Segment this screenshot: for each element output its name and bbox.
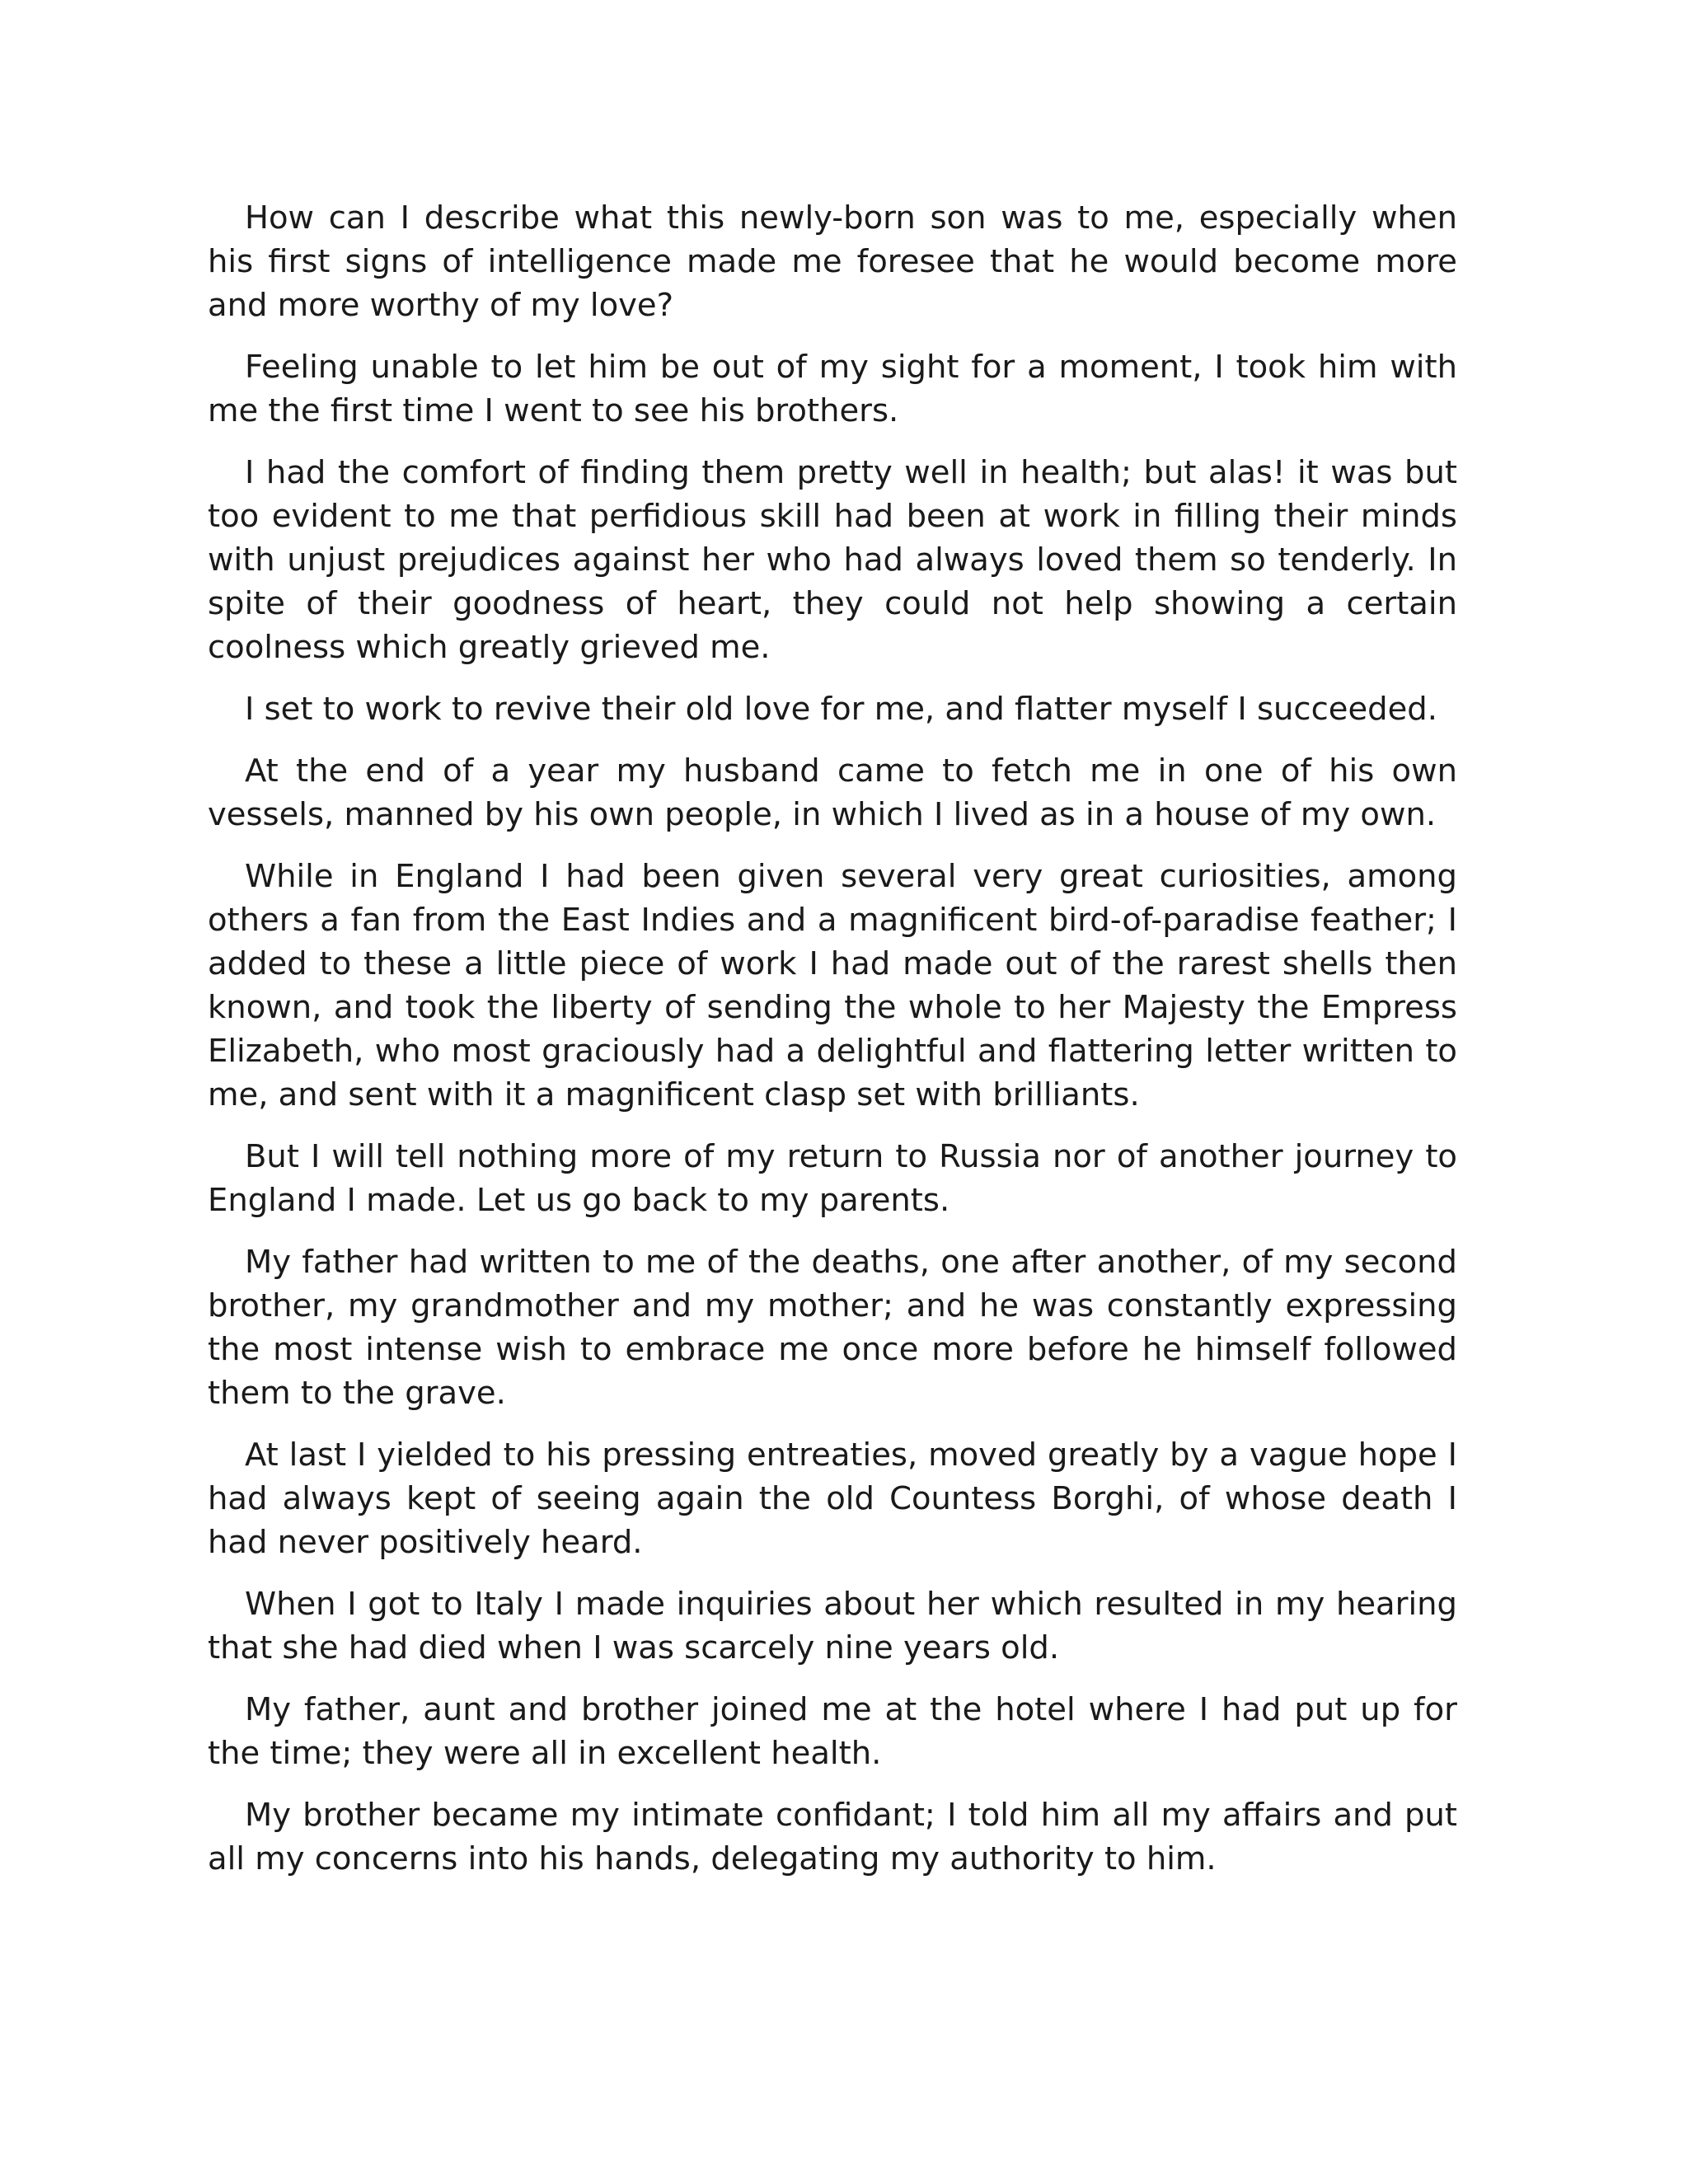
paragraph-1: How can I describe what this newly-born son was to me, especially when his first signs of intelligence made me foresee that he would become more and more worthy of my love? xyxy=(208,199,1457,324)
paragraph-8: My father had written to me of the deaths, one after another, of my second brother, my grandmother and my mother; and he was constantly expressing the most intense wish to embrace me once more before he himself followed them to the grave. xyxy=(208,1244,1457,1412)
page-body xyxy=(208,196,1457,1899)
paragraph-4: I set to work to revive their old love for me, and flatter myself I succeeded. xyxy=(245,691,1437,728)
paragraph-11: My father, aunt and brother joined me at the hotel where I had put up for the time; they were all in excellent health. xyxy=(208,1691,1457,1772)
paragraph-7: But I will tell nothing more of my return to Russia nor of another journey to England I made. Let us go back to my parents. xyxy=(208,1138,1457,1219)
paragraph-3: I had the comfort of finding them pretty well in health; but alas! it was but too evident to me that perfidious skill had been at work in filling their minds with unjust prejudices against her who had always loved them so tenderly. In spite of their goodness of heart, they could not help showing a certain coolness which greatly grieved me. xyxy=(208,454,1457,666)
paragraph-10: When I got to Italy I made inquiries about her which resulted in my hearing that she had died when I was scarcely nine years old. xyxy=(208,1586,1457,1666)
paragraph-5: At the end of a year my husband came to fetch me in one of his own vessels, manned by his own people, in which I lived as in a house of my own. xyxy=(208,752,1457,833)
paragraph-6: While in England I had been given several very great curiosities, among others a fan from the East Indies and a magnificent bird-of-paradise feather; I added to these a little piece of work I had made out of the rarest shells then known, and took the liberty of sending the whole to her Majesty the Empress Elizabeth, who most graciously had a delightful and flattering letter written to me, and sent with it a magnificent clasp set with brilliants. xyxy=(208,858,1457,1113)
paragraph-2: Feeling unable to let him be out of my sight for a moment, I took him with me the first time I went to see his brothers. xyxy=(208,349,1457,429)
paragraph-9: At last I yielded to his pressing entreaties, moved greatly by a vague hope I had always kept of seeing again the old Countess Borghi, of whose death I had never positively heard. xyxy=(208,1436,1457,1561)
paragraph-12: My brother became my intimate confidant; I told him all my affairs and put all my concerns into his hands, delegating my authority to him. xyxy=(208,1797,1457,1877)
